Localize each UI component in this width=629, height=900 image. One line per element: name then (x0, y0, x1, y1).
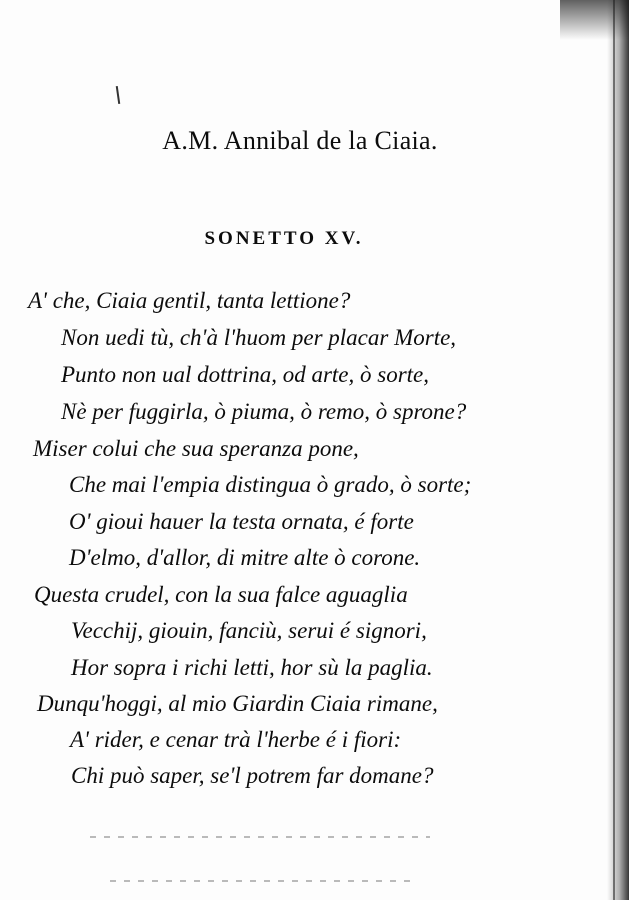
verse-line: Nè per fuggirla, ò piuma, ò remo, ò sprone? (61, 399, 467, 424)
sonnet-heading: SONETTO XV. (204, 228, 364, 249)
verse-line: D'elmo, d'allor, di mitre alte ò corone. (69, 545, 421, 570)
verse-line: Dunqu'hoggi, al mio Giardin Ciaia rimane, (37, 691, 438, 716)
page-shadow-right (607, 0, 629, 900)
verse-line: A' rider, e cenar trà l'herbe é i fiori: (70, 727, 402, 752)
ink-mark (116, 86, 120, 104)
verse-line: Hor sopra i richi letti, hor sù la paglia. (71, 655, 433, 680)
verse-line: A' che, Ciaia gentil, tanta lettione? (28, 288, 351, 313)
page-title: A.M. Annibal de la Ciaia. (162, 126, 438, 155)
page-edge-line (613, 0, 615, 900)
verse-line: Punto non ual dottrina, od arte, ò sorte, (61, 362, 429, 387)
verse-line: Miser colui che sua speranza pone, (33, 436, 359, 461)
verse-line: Non uedi tù, ch'à l'huom per placar Morte, (61, 325, 457, 350)
show-through-text (90, 836, 430, 838)
show-through-text (110, 880, 410, 882)
verse-line: Vecchij, giouin, fanciù, serui é signori, (71, 618, 427, 643)
verse-line: O' gioui hauer la testa ornata, é forte (69, 509, 414, 534)
verse-line: Chi può saper, se'l potrem far domane? (71, 763, 434, 788)
verse-line: Che mai l'empia distingua ò grado, ò sorte; (69, 472, 472, 497)
verse-line: Questa crudel, con la sua falce aguaglia (34, 582, 408, 607)
